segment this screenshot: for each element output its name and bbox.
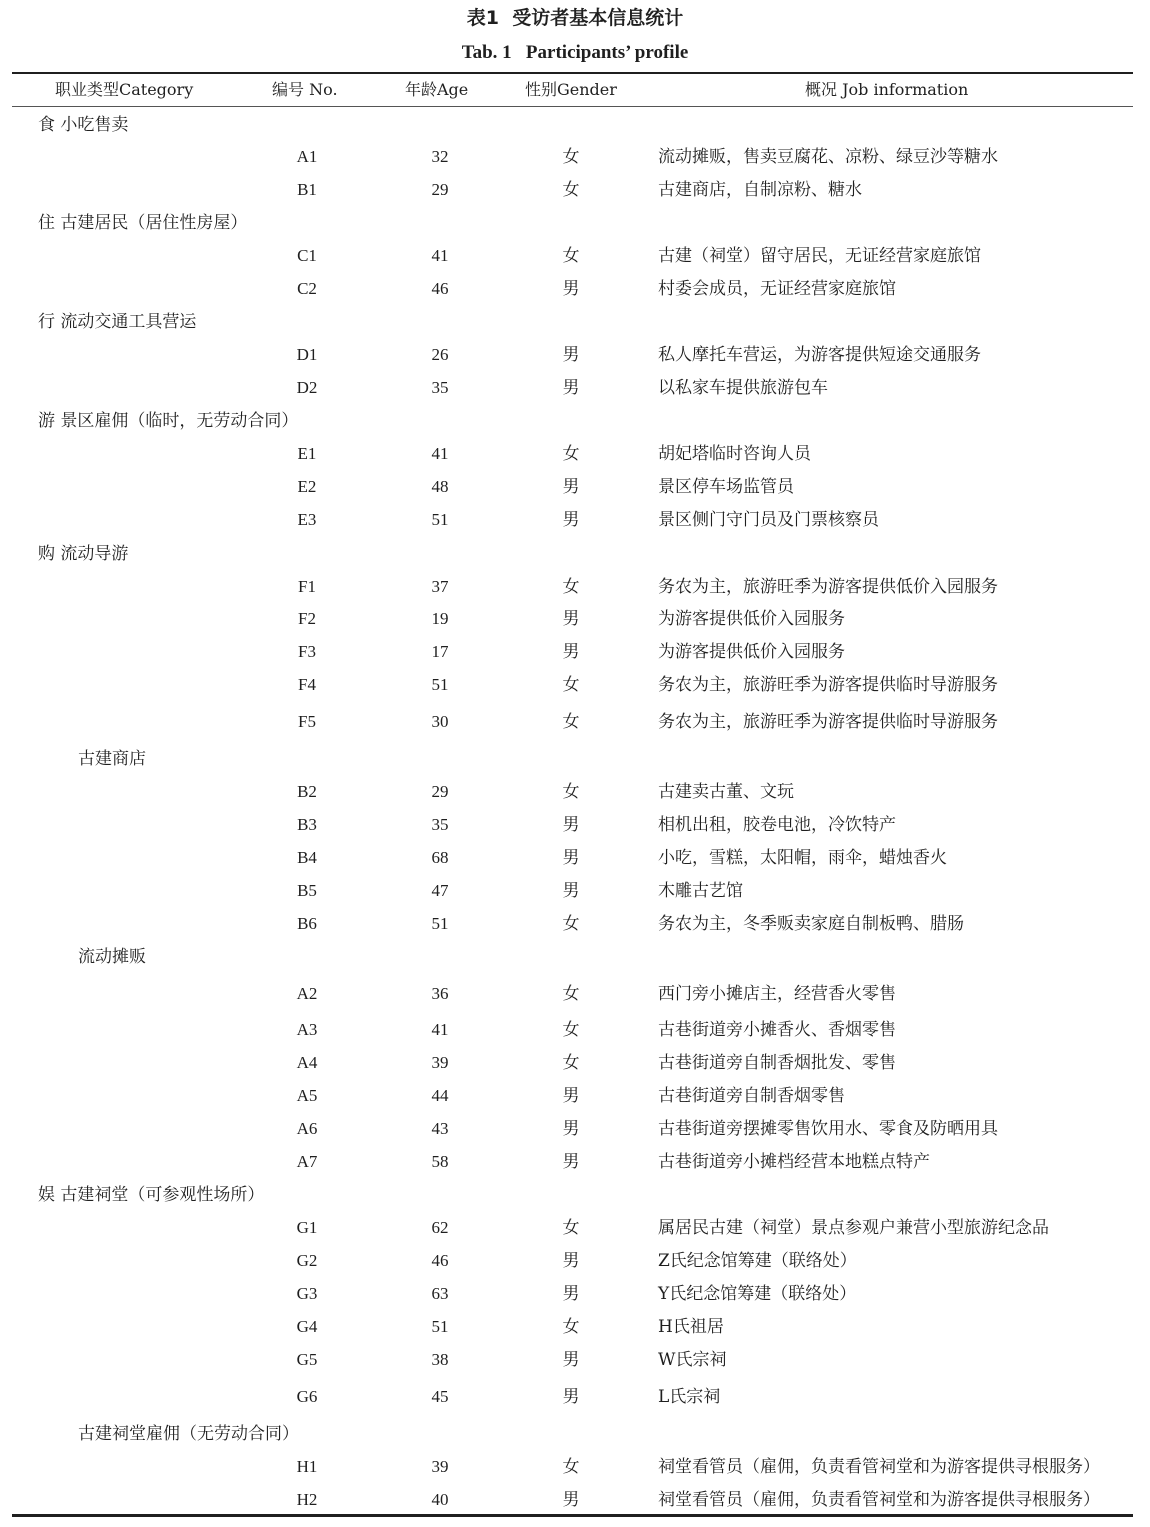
cell-no: A2 [296, 984, 318, 1003]
cell-job-info: 务农为主，旅游旺季为游客提供临时导游服务 [658, 712, 998, 732]
cell-age: 48 [431, 477, 449, 496]
cell-age: 17 [431, 642, 449, 661]
cell-job-info: 村委会成员，无证经营家庭旅馆 [658, 279, 896, 299]
cell-gender: 女 [562, 984, 580, 1004]
cell-no: E2 [297, 477, 317, 496]
cell-no: F4 [298, 675, 316, 694]
cell-age: 26 [431, 345, 449, 364]
cell-job-info: 务农为主，冬季贩卖家庭自制板鸭、腊肠 [658, 914, 964, 934]
header-job-info: 概况 Job information [805, 80, 969, 99]
subcategory-row: 古建祠堂雇佣（无劳动合同） [78, 1424, 299, 1444]
cell-job-info: 为游客提供低价入园服务 [658, 609, 845, 629]
cell-no: F5 [298, 712, 316, 731]
cell-gender: 男 [562, 815, 580, 835]
category-row: 行 流动交通工具营运 [38, 312, 197, 332]
category-row: 购 流动导游 [38, 544, 129, 564]
cell-gender: 男 [562, 378, 580, 398]
cell-gender: 女 [562, 1020, 580, 1040]
cell-job-info: 祠堂看管员（雇佣，负责看管祠堂和为游客提供寻根服务） [658, 1457, 1100, 1477]
cell-job-info: 景区停车场监管员 [658, 477, 794, 497]
subcategory-row: 古建商店 [78, 749, 146, 769]
cell-job-info: 古巷街道旁小摊香火、香烟零售 [658, 1020, 896, 1040]
cell-age: 62 [431, 1218, 449, 1237]
cell-job-info: 私人摩托车营运，为游客提供短途交通服务 [658, 345, 981, 365]
cell-gender: 男 [562, 1490, 580, 1510]
cell-gender: 女 [562, 712, 580, 732]
cell-gender: 男 [562, 345, 580, 365]
cell-no: G4 [296, 1317, 318, 1336]
cell-age: 29 [431, 180, 449, 199]
cell-no: H2 [296, 1490, 318, 1509]
cell-no: A3 [296, 1020, 318, 1039]
cell-job-info: Y氏纪念馆筹建（联络处） [658, 1284, 857, 1304]
cell-gender: 女 [562, 444, 580, 464]
cell-age: 46 [431, 279, 449, 298]
cell-job-info: H氏祖居 [658, 1317, 724, 1337]
cell-gender: 女 [562, 147, 580, 167]
cell-gender: 女 [562, 914, 580, 934]
cell-no: F3 [298, 642, 316, 661]
cell-age: 40 [431, 1490, 449, 1509]
cell-job-info: 古建（祠堂）留守居民，无证经营家庭旅馆 [658, 246, 981, 266]
cell-job-info: 古巷街道旁自制香烟零售 [658, 1086, 845, 1106]
cell-no: G6 [296, 1387, 318, 1406]
cell-age: 63 [431, 1284, 449, 1303]
cell-no: C1 [297, 246, 317, 265]
cell-age: 41 [431, 1020, 449, 1039]
cell-age: 38 [431, 1350, 449, 1369]
cell-no: G3 [296, 1284, 318, 1303]
cell-no: C2 [297, 279, 317, 298]
cell-job-info: 属居民古建（祠堂）景点参观户兼营小型旅游纪念品 [658, 1218, 1049, 1238]
cell-gender: 男 [562, 1251, 580, 1271]
category-row: 娱 古建祠堂（可参观性场所） [38, 1185, 265, 1205]
cell-gender: 女 [562, 577, 580, 597]
cell-gender: 男 [562, 848, 580, 868]
cell-job-info: 西门旁小摊店主，经营香火零售 [658, 984, 896, 1004]
cell-job-info: 木雕古艺馆 [658, 881, 743, 901]
cell-age: 68 [431, 848, 449, 867]
cell-gender: 女 [562, 1053, 580, 1073]
cell-gender: 男 [562, 1350, 580, 1370]
cell-no: B6 [297, 914, 317, 933]
cell-age: 45 [431, 1387, 449, 1406]
cell-no: D1 [296, 345, 318, 364]
cell-age: 32 [431, 147, 449, 166]
cell-no: H1 [296, 1457, 318, 1476]
cell-age: 30 [431, 712, 449, 731]
cell-gender: 男 [562, 1284, 580, 1304]
cell-age: 29 [431, 782, 449, 801]
cell-age: 51 [431, 510, 449, 529]
cell-job-info: 古巷街道旁摆摊零售饮用水、零食及防晒用具 [658, 1119, 998, 1139]
cell-no: B4 [297, 848, 317, 867]
cell-age: 39 [431, 1053, 449, 1072]
cell-job-info: 务农为主，旅游旺季为游客提供临时导游服务 [658, 675, 998, 695]
cell-age: 46 [431, 1251, 449, 1270]
cell-gender: 女 [562, 675, 580, 695]
cell-age: 51 [431, 675, 449, 694]
cell-age: 37 [431, 577, 449, 596]
cell-gender: 男 [562, 642, 580, 662]
cell-no: A7 [296, 1152, 318, 1171]
cell-no: B1 [297, 180, 317, 199]
cell-age: 43 [431, 1119, 449, 1138]
cell-no: B5 [297, 881, 317, 900]
cell-no: A4 [296, 1053, 318, 1072]
cell-age: 35 [431, 378, 449, 397]
cell-no: G2 [296, 1251, 318, 1270]
cell-age: 19 [431, 609, 449, 628]
cell-job-info: 祠堂看管员（雇佣，负责看管祠堂和为游客提供寻根服务） [658, 1490, 1100, 1510]
cell-no: D2 [296, 378, 318, 397]
cell-age: 41 [431, 246, 449, 265]
cell-job-info: 古巷街道旁小摊档经营本地糕点特产 [658, 1152, 930, 1172]
cell-age: 35 [431, 815, 449, 834]
cell-job-info: 以私家车提供旅游包车 [658, 378, 828, 398]
cell-no: G1 [296, 1218, 318, 1237]
cell-job-info: 胡妃塔临时咨询人员 [658, 444, 811, 464]
header-category: 职业类型Category [55, 80, 194, 99]
cell-gender: 男 [562, 1086, 580, 1106]
subcategory-row: 流动摊贩 [78, 947, 146, 967]
cell-job-info: 景区侧门守门员及门票核察员 [658, 510, 879, 530]
cell-no: B3 [297, 815, 317, 834]
cell-job-info: 古建商店，自制凉粉、糖水 [658, 180, 862, 200]
category-row: 住 古建居民（居住性房屋） [38, 213, 248, 233]
cell-job-info: 为游客提供低价入园服务 [658, 642, 845, 662]
category-row: 游 景区雇佣（临时，无劳动合同） [38, 411, 299, 431]
category-row: 食 小吃售卖 [38, 115, 129, 135]
table-title-en: Tab. 1 Participants’ profile [461, 42, 689, 63]
cell-job-info: 古建卖古董、文玩 [658, 782, 794, 802]
table-title-cn: 表1 受访者基本信息统计 [466, 7, 684, 29]
cell-age: 39 [431, 1457, 449, 1476]
cell-no: F1 [298, 577, 316, 596]
cell-job-info: 古巷街道旁自制香烟批发、零售 [658, 1053, 896, 1073]
cell-gender: 女 [562, 1218, 580, 1238]
header-no: 编号 No. [272, 80, 338, 99]
cell-age: 58 [431, 1152, 449, 1171]
cell-age: 41 [431, 444, 449, 463]
cell-no: A6 [296, 1119, 318, 1138]
cell-no: G5 [296, 1350, 318, 1369]
cell-job-info: 务农为主，旅游旺季为游客提供低价入园服务 [658, 577, 998, 597]
cell-gender: 女 [562, 246, 580, 266]
cell-no: A1 [296, 147, 318, 166]
header-age: 年龄Age [405, 80, 469, 99]
cell-gender: 男 [562, 609, 580, 629]
cell-gender: 男 [562, 477, 580, 497]
cell-age: 44 [431, 1086, 449, 1105]
cell-no: F2 [298, 609, 316, 628]
header-gender: 性别Gender [525, 80, 617, 99]
cell-job-info: Z氏纪念馆筹建（联络处） [658, 1251, 857, 1271]
cell-job-info: W氏宗祠 [658, 1350, 727, 1370]
cell-age: 51 [431, 1317, 449, 1336]
cell-age: 36 [431, 984, 449, 1003]
bottom-rule [12, 1514, 1133, 1517]
cell-gender: 男 [562, 881, 580, 901]
cell-no: B2 [297, 782, 317, 801]
cell-gender: 女 [562, 1317, 580, 1337]
cell-age: 47 [431, 881, 449, 900]
cell-gender: 女 [562, 1457, 580, 1477]
cell-gender: 男 [562, 1152, 580, 1172]
cell-job-info: 小吃，雪糕，太阳帽，雨伞，蜡烛香火 [658, 848, 947, 868]
cell-no: E1 [297, 444, 317, 463]
cell-no: A5 [296, 1086, 318, 1105]
cell-gender: 男 [562, 510, 580, 530]
cell-job-info: 相机出租，胶卷电池，冷饮特产 [658, 815, 896, 835]
cell-gender: 男 [562, 279, 580, 299]
cell-no: E3 [297, 510, 317, 529]
cell-gender: 男 [562, 1119, 580, 1139]
cell-age: 51 [431, 914, 449, 933]
cell-gender: 女 [562, 782, 580, 802]
cell-gender: 男 [562, 1387, 580, 1407]
cell-job-info: 流动摊贩，售卖豆腐花、凉粉、绿豆沙等糖水 [658, 147, 998, 167]
cell-gender: 女 [562, 180, 580, 200]
cell-job-info: L氏宗祠 [658, 1387, 721, 1407]
